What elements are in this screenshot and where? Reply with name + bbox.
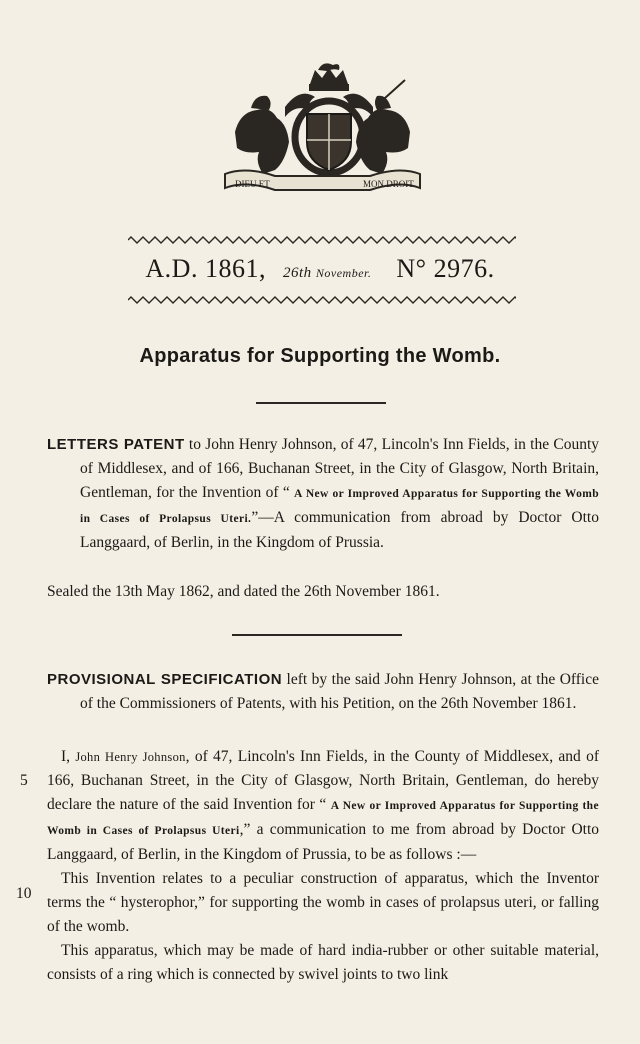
- body-paragraph-2: This Invention relates to a peculiar construction of apparatus, which the Inventor terms the “ hysterophor,” for supporting the womb in cases of prolapsus uteri, or falling of the womb.: [47, 870, 599, 935]
- letters-patent-paragraph: LETTERS PATENT to John Henry Johnson, of 47, Lincoln's Inn Fields, in the County of Middlesex, and of 166, Buchanan Street, in the City of Glasgow, North Britain, Gentleman, for the Invention of “ A New or Improved Apparatus for Supporting the Womb in Cases of Prolapsus Uteri.”—A communication from abroad by Doctor Otto Langgaard, of Berlin, in the Kingdom of Prussia.: [47, 436, 599, 551]
- patent-header: [0, 254, 640, 284]
- page-title: Apparatus for Supporting the Womb.: [139, 345, 501, 367]
- patent-number: N° 2976.: [396, 254, 495, 283]
- body-paragraph-3: This apparatus, which may be made of hard india-rubber or other suitable material, consists of a ring which is connected by swivel joints to two link: [47, 942, 599, 983]
- motto-right: MON DROIT: [363, 179, 414, 189]
- ornamental-rule-top: [128, 236, 516, 244]
- royal-coat-of-arms: [215, 62, 430, 192]
- sealed-line: Sealed the 13th May 1862, and dated the 26th November 1861.: [47, 583, 440, 600]
- header-year: A.D. 1861,: [145, 254, 266, 283]
- section-divider-2: [232, 634, 402, 636]
- header-date: 26th November.: [282, 265, 372, 281]
- line-number-10: 10: [16, 885, 32, 902]
- body-paragraph-1: I, John Henry Johnson, of 47, Lincoln's Inn Fields, in the County of Middlesex, and of 166, Buchanan Street, in the City of Glasgow, North Britain, Gentleman, do hereby declare the nature of the said Invention for “ A New or Improved Apparatus for Supporting the Womb in Cases of Prolapsus Uteri,” a communication to me from abroad by Doctor Otto Langgaard, of Berlin, in the Kingdom of Prussia, to be as follows :—: [47, 748, 600, 863]
- motto-left: DIEU ET: [235, 179, 270, 189]
- line-number-5: 5: [20, 772, 28, 789]
- ornamental-rule-bottom: [128, 296, 516, 304]
- specification-body: [47, 745, 599, 987]
- section-divider: [256, 402, 386, 404]
- provisional-specification-paragraph: PROVISIONAL SPECIFICATION left by the said John Henry Johnson, at the Office of the Commissioners of Patents, with his Petition, on the 26th November 1861.: [47, 671, 599, 712]
